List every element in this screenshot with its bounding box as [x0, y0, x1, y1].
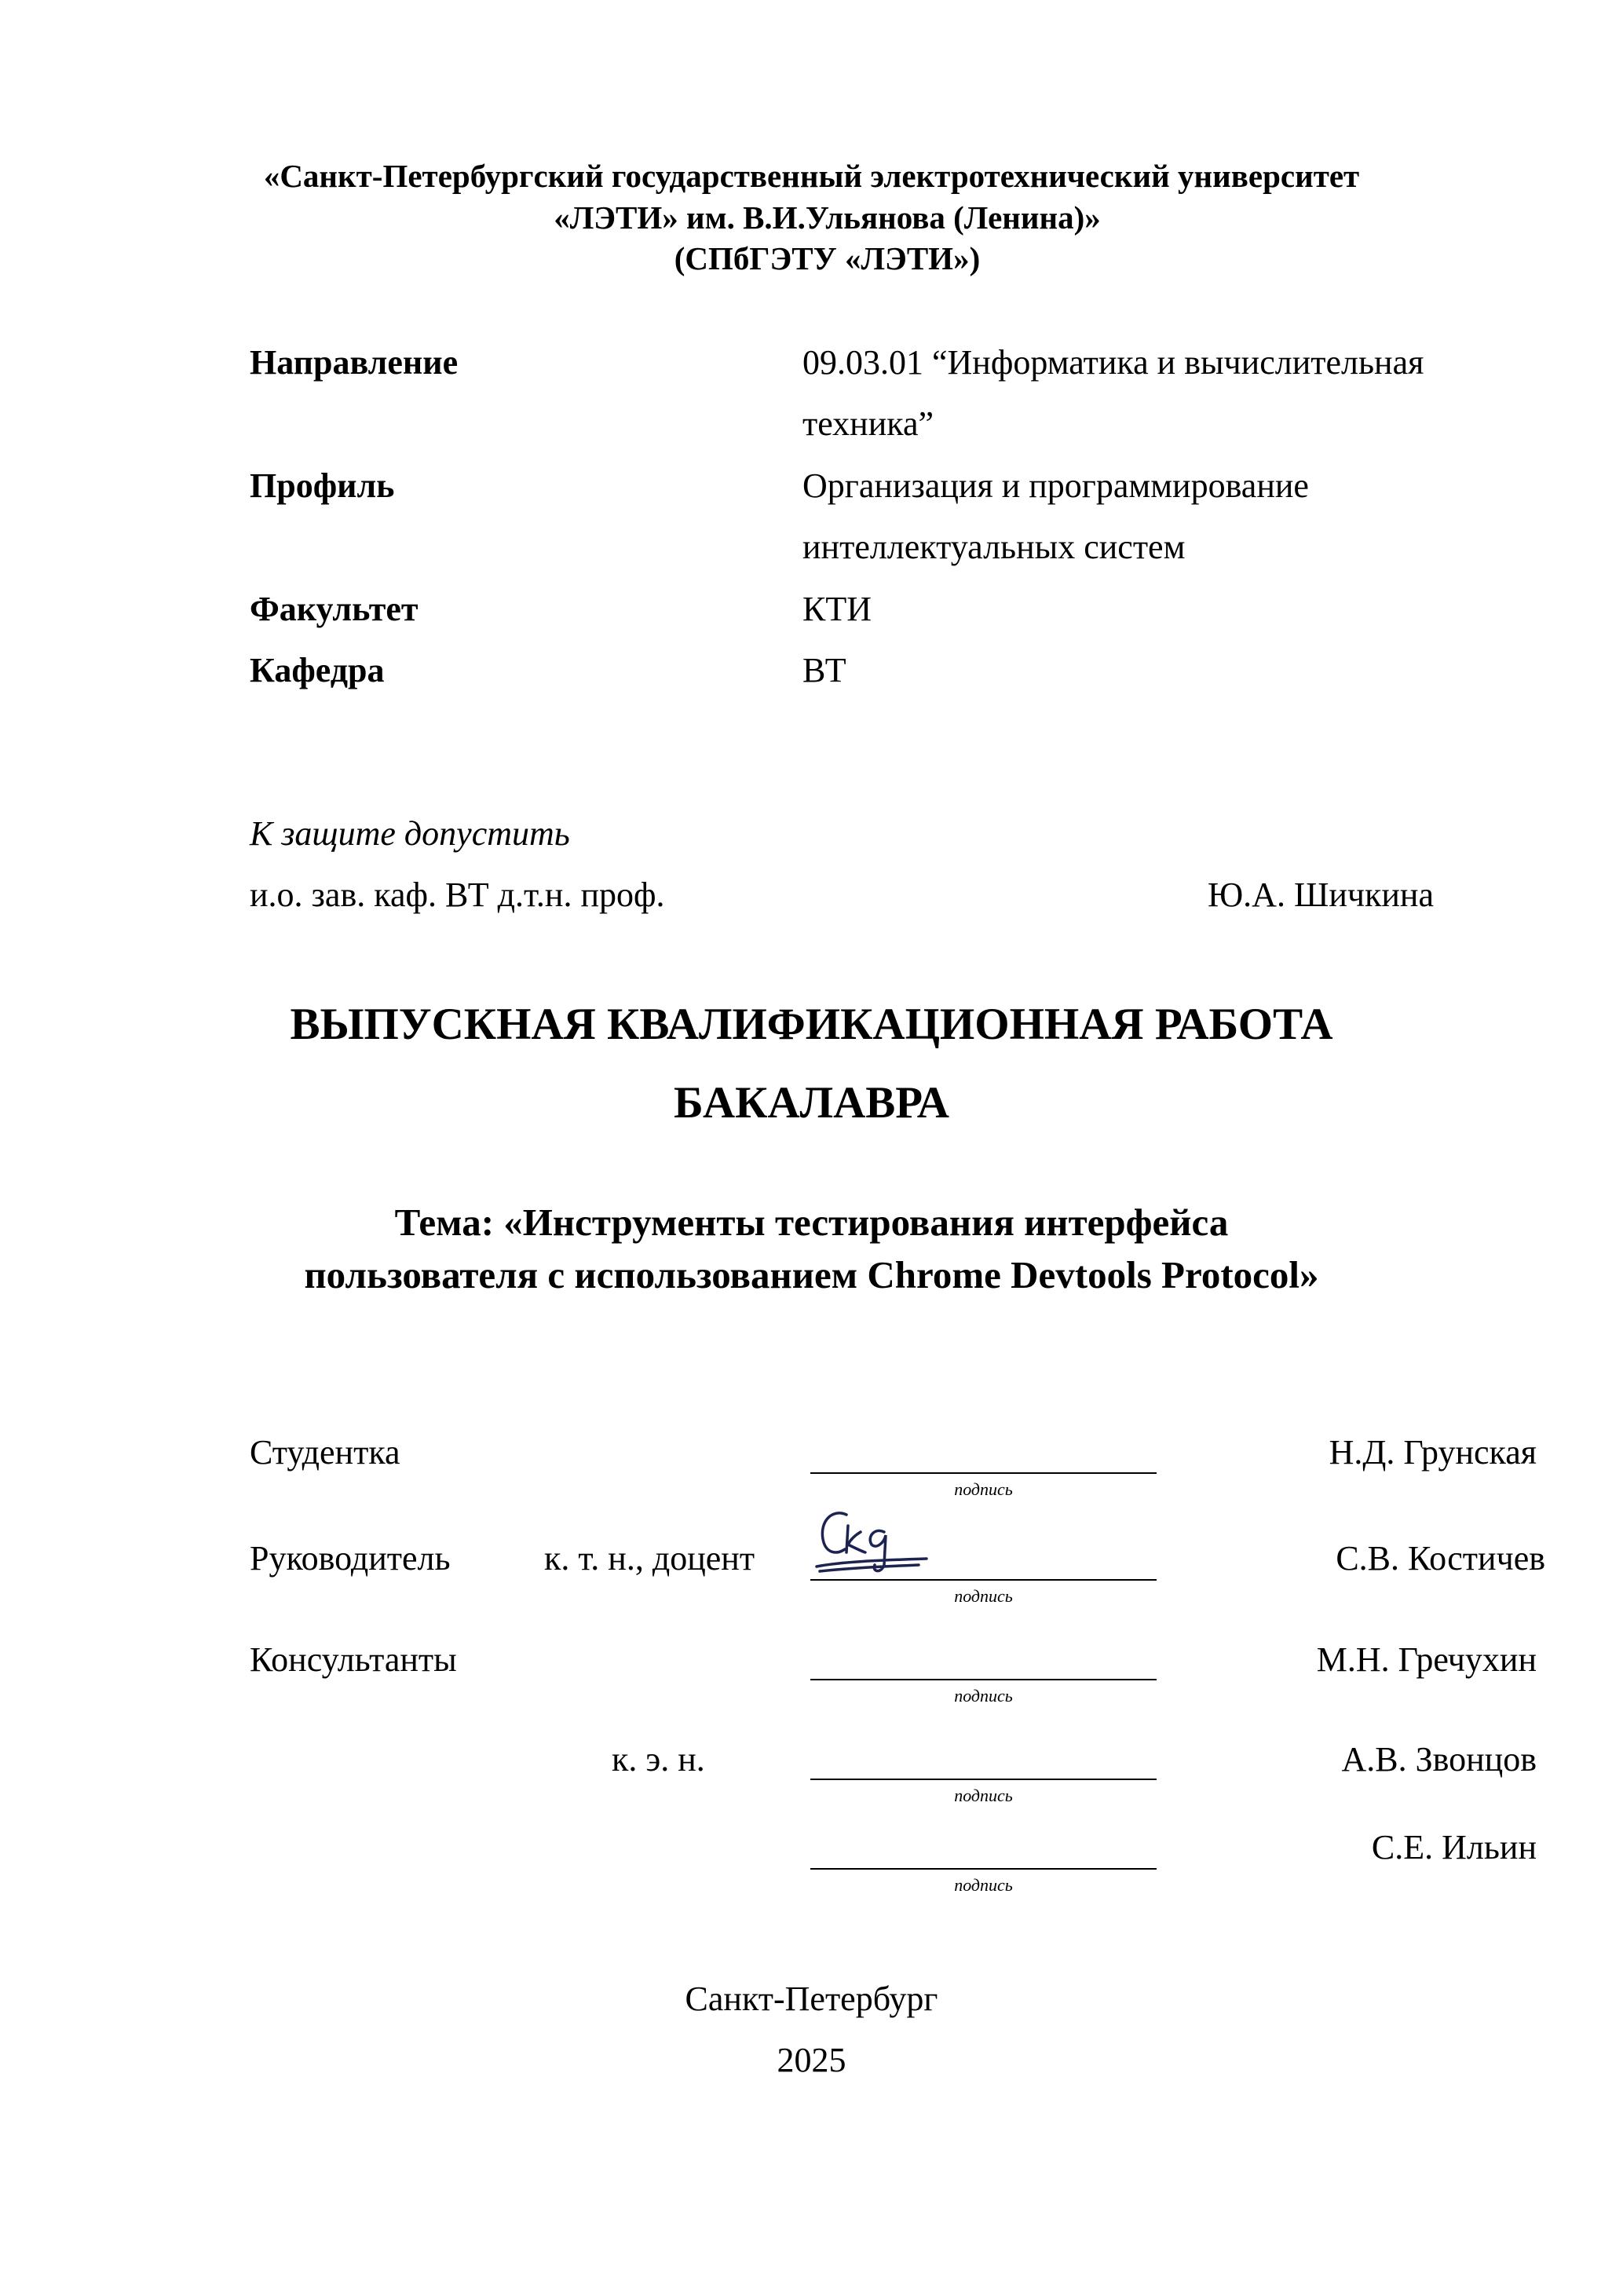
role-supervisor: Руководитель: [250, 1539, 451, 1578]
signature-caption: подпись: [954, 1586, 1013, 1606]
document-title-2: БАКАЛАВРА: [674, 1078, 949, 1128]
university-name: «Санкт-Петербургский государственный электротехнический университет: [263, 158, 1360, 194]
info-label-faculty: Факультет: [250, 590, 419, 628]
signature-line: [810, 1779, 1157, 1780]
signature-caption: подпись: [954, 1786, 1013, 1805]
university-name-2: «ЛЭТИ» им. В.И.Ульянова (Ленина)»: [554, 199, 1101, 236]
degree-supervisor: к. т. н., доцент: [544, 1539, 755, 1578]
topic: Тема: «Инструменты тестирования интерфейса: [394, 1201, 1229, 1244]
info-value-profile: Организация и программирование: [802, 466, 1309, 505]
signature-caption: подпись: [954, 1686, 1013, 1706]
handwritten-signature: [809, 1504, 934, 1582]
role-consultants: Консультанты: [250, 1640, 457, 1679]
name-student: Н.Д. Грунская: [1329, 1433, 1537, 1472]
approval-name: Ю.А. Шичкина: [1207, 876, 1434, 914]
signature-caption: подпись: [954, 1479, 1013, 1499]
info-value-faculty: КТИ: [802, 590, 872, 628]
signature-caption: подпись: [954, 1875, 1013, 1895]
signature-line: [810, 1472, 1157, 1474]
approval-position: и.о. зав. каф. ВТ д.т.н. проф.: [250, 876, 665, 914]
city: Санкт-Петербург: [685, 1980, 938, 2018]
document-title: ВЫПУСКНАЯ КВАЛИФИКАЦИОННАЯ РАБОТА: [290, 1000, 1333, 1049]
name-supervisor: С.В. Костичев: [1336, 1539, 1545, 1578]
name-consultant-1: М.Н. Гречухин: [1316, 1640, 1537, 1679]
signature-line: [810, 1579, 1157, 1581]
info-label-direction: Направление: [250, 343, 459, 382]
role-student: Студентка: [250, 1433, 400, 1472]
info-value-department: ВТ: [802, 651, 846, 689]
info-label-department: Кафедра: [250, 651, 385, 689]
info-label-profile: Профиль: [250, 466, 395, 505]
name-consultant-2: А.В. Звонцов: [1341, 1740, 1537, 1779]
degree-consultant-2: к. э. н.: [612, 1740, 705, 1779]
info-value-profile-2: интеллектуальных систем: [802, 528, 1186, 566]
info-value-direction: 09.03.01 “Информатика и вычислительная: [802, 343, 1424, 382]
name-consultant-3: С.Е. Ильин: [1371, 1828, 1537, 1866]
info-value-direction-2: техника”: [802, 404, 934, 443]
topic-2: пользователя с использованием Chrome Devtools Protocol»: [304, 1253, 1319, 1296]
signature-line: [810, 1868, 1157, 1870]
signature-line: [810, 1679, 1157, 1680]
university-abbr: (СПбГЭТУ «ЛЭТИ»): [674, 240, 981, 276]
approval-heading: К защите допустить: [250, 814, 570, 853]
year: 2025: [777, 2041, 846, 2079]
